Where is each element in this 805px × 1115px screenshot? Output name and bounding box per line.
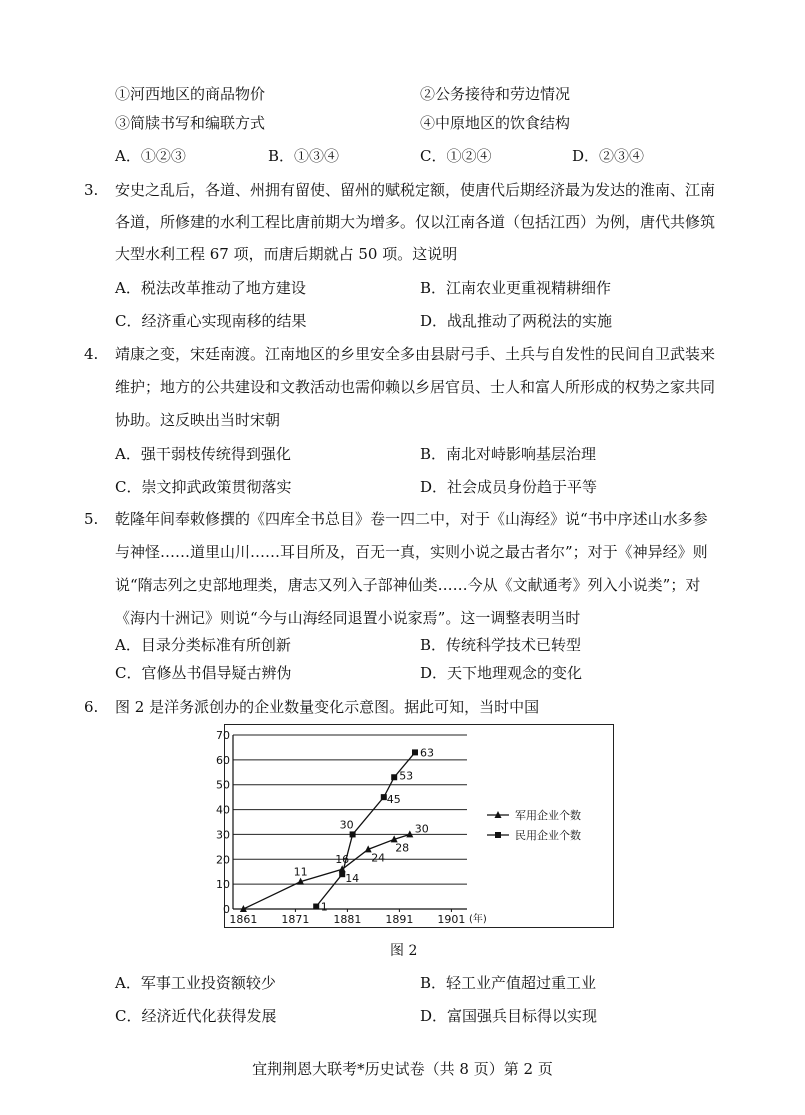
q5-number: 5. (84, 510, 99, 528)
q6-stem: 图 2 是洋务派创办的企业数量变化示意图。据此可知，当时中国 (115, 698, 540, 716)
data-label: 30 (339, 818, 354, 832)
q5-option-c: C．官修丛书倡导疑古辨伪 (115, 664, 292, 682)
civil-point (313, 904, 319, 910)
page-footer: 宜荆荆恩大联考*历史试卷（共 8 页）第 2 页 (252, 1060, 553, 1078)
q5-option-b: B．传统科学技术已转型 (420, 636, 582, 654)
y-tick-label: 50 (216, 778, 230, 792)
q5-option-a: A．目录分类标准有所创新 (115, 636, 291, 654)
x-unit-label: (年) (469, 914, 487, 925)
q3-stem-line-2: 各道，所修建的水利工程比唐前期大为增多。仅以江南各道（包括江西）为例，唐代共修筑 (115, 213, 716, 231)
q5-stem-line-2: 与神怪……道里山川……耳目所及，百无一真，实则小说之最古者尔”；对于《神异经》则 (115, 543, 708, 561)
data-label: 16 (335, 853, 350, 867)
data-label: 30 (414, 822, 429, 836)
q4-option-c: C．崇文抑武政策贯彻落实 (115, 478, 292, 496)
data-label: 11 (293, 865, 308, 879)
legend-label: 民用企业个数 (515, 829, 581, 842)
q3-option-c: C．经济重心实现南移的结果 (115, 312, 307, 330)
q2-option-d: D．②③④ (572, 147, 645, 165)
q6-number: 6. (84, 698, 99, 716)
q4-stem-line-1: 靖康之变，宋廷南渡。江南地区的乡里安全多由县尉弓手、土兵与自发性的民间自卫武装来 (115, 345, 716, 363)
q6-option-b: B．轻工业产值超过重工业 (420, 974, 597, 992)
q6-option-d: D．富国强兵目标得以实现 (420, 1007, 598, 1025)
civil-point (350, 831, 356, 837)
legend-label: 军用企业个数 (515, 809, 581, 822)
x-tick-label: 1901 (437, 913, 466, 926)
y-tick-label: 10 (216, 878, 230, 892)
q6-option-c: C．经济近代化获得发展 (115, 1007, 277, 1025)
q4-option-d: D．社会成员身份趋于平等 (420, 478, 598, 496)
y-tick-label: 30 (216, 828, 230, 842)
legend-square-marker (495, 832, 501, 838)
q2-option-b: B．①③④ (268, 147, 340, 165)
data-label: 1 (320, 900, 328, 914)
q2-item-2: ②公务接待和劳边情况 (420, 85, 571, 103)
q3-option-b: B．江南农业更重视精耕细作 (420, 279, 612, 297)
q6-option-a: A．军事工业投资额较少 (115, 974, 276, 992)
q3-number: 3. (84, 181, 99, 199)
q4-option-a: A．强干弱枝传统得到强化 (115, 445, 291, 463)
data-label: 14 (345, 872, 360, 886)
enterprise-count-chart (216, 724, 614, 928)
q5-stem-line-4: 《海内十洲记》则说“今与山海经同退置小说家焉”。这一调整表明当时 (115, 609, 581, 627)
q2-option-a: A．①②③ (115, 147, 186, 165)
q2-item-4: ④中原地区的饮食结构 (420, 114, 571, 132)
q3-stem-line-1: 安史之乱后，各道、州拥有留使、留州的赋税定额，使唐代后期经济最为发达的淮南、江南 (115, 181, 716, 199)
q5-stem-line-1: 乾隆年间奉敕修撰的《四库全书总目》卷一四二中，对于《山海经》说“书中序述山水多参 (115, 510, 708, 528)
x-tick-label: 1881 (333, 913, 362, 926)
data-label: 63 (420, 746, 434, 760)
x-tick-label: 1891 (385, 913, 414, 926)
q4-stem-line-2: 维护；地方的公共建设和文教活动也需仰赖以乡居官员、士人和富人所形成的权势之家共同 (115, 378, 716, 396)
y-tick-label: 60 (216, 753, 230, 767)
q5-option-d: D．天下地理观念的变化 (420, 664, 583, 682)
data-label: 53 (399, 769, 414, 783)
q3-stem-line-3: 大型水利工程 67 项，而唐后期就占 50 项。这说明 (115, 245, 458, 263)
q2-option-c: C．①②④ (420, 147, 492, 165)
q2-item-3: ③简牍书写和编联方式 (115, 114, 266, 132)
y-tick-label: 40 (216, 803, 230, 817)
q2-item-1: ①河西地区的商品物价 (115, 85, 266, 103)
figure-caption: 图 2 (390, 943, 418, 959)
data-label: 28 (395, 841, 410, 855)
q4-stem-line-3: 协助。这反映出当时宋朝 (115, 411, 281, 429)
y-tick-label: 0 (223, 903, 230, 916)
q3-option-a: A．税法改革推动了地方建设 (115, 279, 306, 297)
x-tick-label: 1861 (229, 913, 258, 926)
chart-svg (216, 725, 613, 927)
y-tick-label: 20 (216, 853, 230, 867)
q4-option-b: B．南北对峙影响基层治理 (420, 445, 597, 463)
civil-point (391, 774, 397, 780)
q5-stem-line-3: 说“隋志列之史部地理类，唐志又列入子部神仙类……今从《文献通考》列入小说类”；对 (115, 576, 701, 594)
data-label: 45 (386, 793, 401, 807)
series-line-1 (243, 834, 409, 909)
data-label: 24 (371, 851, 386, 865)
q4-number: 4. (84, 345, 99, 363)
x-tick-label: 1871 (281, 913, 310, 926)
q3-option-d: D．战乱推动了两税法的实施 (420, 312, 613, 330)
civil-point (412, 749, 418, 755)
y-tick-label: 70 (216, 729, 230, 742)
